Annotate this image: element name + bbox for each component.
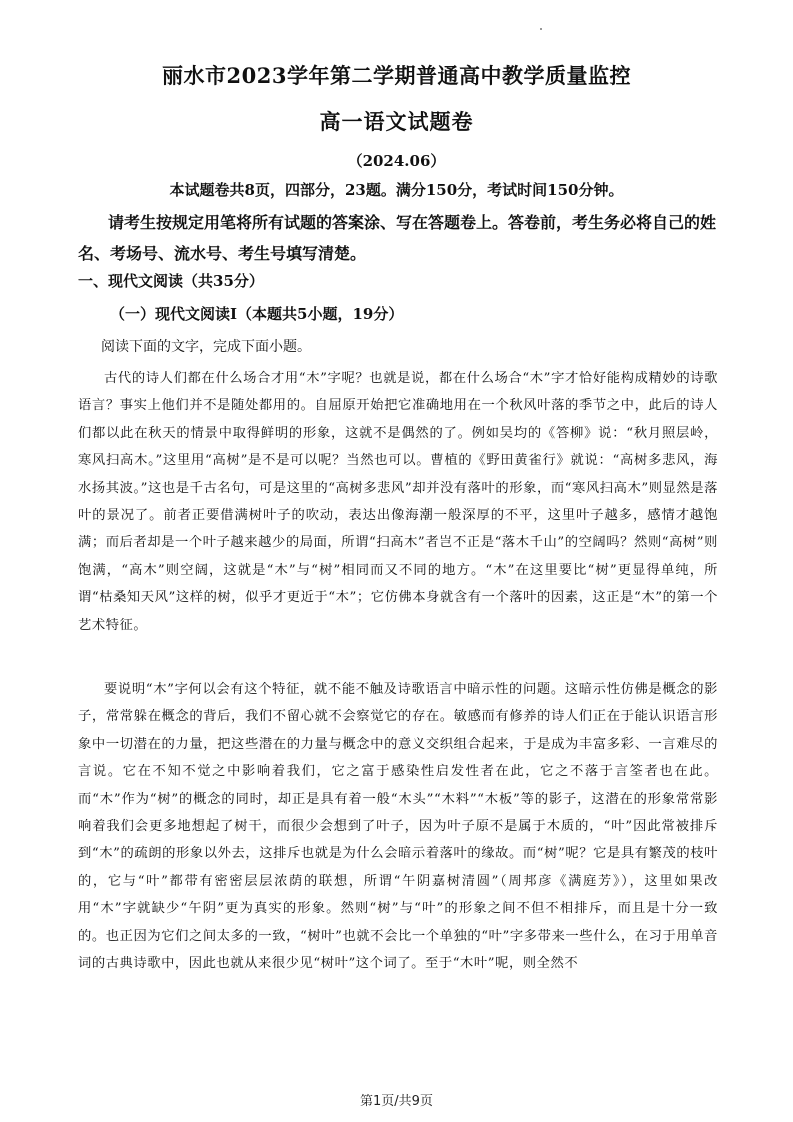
exam-info: 本试题卷共8页，四部分，23题。满分150分，考试时间150分钟。 bbox=[169, 181, 624, 199]
reading-lead: 阅读下面的文字，完成下面小题。 bbox=[101, 339, 311, 355]
passage-paragraph-1: 古代的诗人们都在什么场合才用“木”字呢？也就是说，都在什么场合“木”字才恰好能构成精妙的诗歌语言？事实上他们并不是随处都用的。自屈原开始把它准确地用在一个秋风叶落的季节之中，此后的诗人们都以此在秋天的情景中取得鲜明的形象，这就不是偶然的了。例如吴均的《答柳》说：“秋月照层岭，寒风扫高木。”这里用“高树”是不是可以呢？当然也可以。曹植的《野田黄雀行》就说：“高树多悲风，海水扬其波。”这也是千古名句，可是这里的“高树多悲风”却并没有落叶的形象，而“寒风扫高木”则显然是落叶的景况了。前者正要借满树叶子的吹动，表达出像海潮一般深厚的不平，这里叶子越多，感情才越饱满；而后者却是一个叶子越来越少的局面，所谓“扫高木”者岂不正是“落木千山”的空阔吗？然则“高树”则饱满，“高木”则空阔，这就是“木”与“树”相同而又不同的地方。“木”在这里要比“树”更显得单纯，所谓“枯桑知天风”这样的树，似乎才更近于“木”；它仿佛本身就含有一个落叶的因素，这正是“木”的第一个艺术特征。 bbox=[78, 371, 718, 633]
exam-instructions: 请考生按规定用笔将所有试题的答案涂、写在答题卷上。答卷前，考生务必将自己的姓名、考场号、流水号、考生号填写清楚。 bbox=[78, 213, 717, 263]
exam-subtitle: 高一语文试题卷 bbox=[319, 109, 474, 134]
page-number: 第1页/共9页 bbox=[360, 1094, 433, 1109]
exam-title: 丽水市2023学年第二学期普通高中教学质量监控 bbox=[162, 63, 631, 88]
scan-dot bbox=[540, 28, 542, 30]
exam-date: （2024.06） bbox=[347, 152, 446, 170]
subsection-heading: （一）现代文阅读Ⅰ（本题共5小题，19分） bbox=[110, 305, 404, 323]
section-heading: 一、现代文阅读（共35分） bbox=[78, 272, 264, 290]
passage-paragraph-2: 要说明“木”字何以会有这个特征，就不能不触及诗歌语言中暗示性的问题。这暗示性仿佛是概念的影子，常常躲在概念的背后，我们不留心就不会察觉它的存在。敏感而有修养的诗人们正在于能认识语言形象中一切潜在的力量，把这些潜在的力量与概念中的意义交织组合起来，于是成为丰富多彩、一言难尽的言说。它在不知不觉之中影响着我们，它之富于感染性启发性者在此，它之不落于言筌者也在此。而“木”作为“树”的概念的同时，却正是具有着一般“木头”“木料”“木板”等的影子，这潜在的形象常常影响着我们会更多地想起了树干，而很少会想到了叶子，因为叶子原不是属于木质的，“叶”因此常被排斥到“木”的疏朗的形象以外去，这排斥也就是为什么会暗示着落叶的缘故。而“树”呢？它是具有繁茂的枝叶的，它与“叶”都带有密密层层浓荫的联想，所谓“午阴嘉树清圆”（周邦彦《满庭芳》），这里如果改用“木”字就缺少“午阴”更为真实的形象。然则“树”与“叶”的形象之间不但不相排斥，而且是十分一致的。也正因为它们之间太多的一致，“树叶”也就不会比一个单独的“叶”字多带来一些什么，在习于用单音词的古典诗歌中，因此也就从来很少见“树叶”这个词了。至于“木叶”呢，则全然不 bbox=[78, 682, 718, 972]
